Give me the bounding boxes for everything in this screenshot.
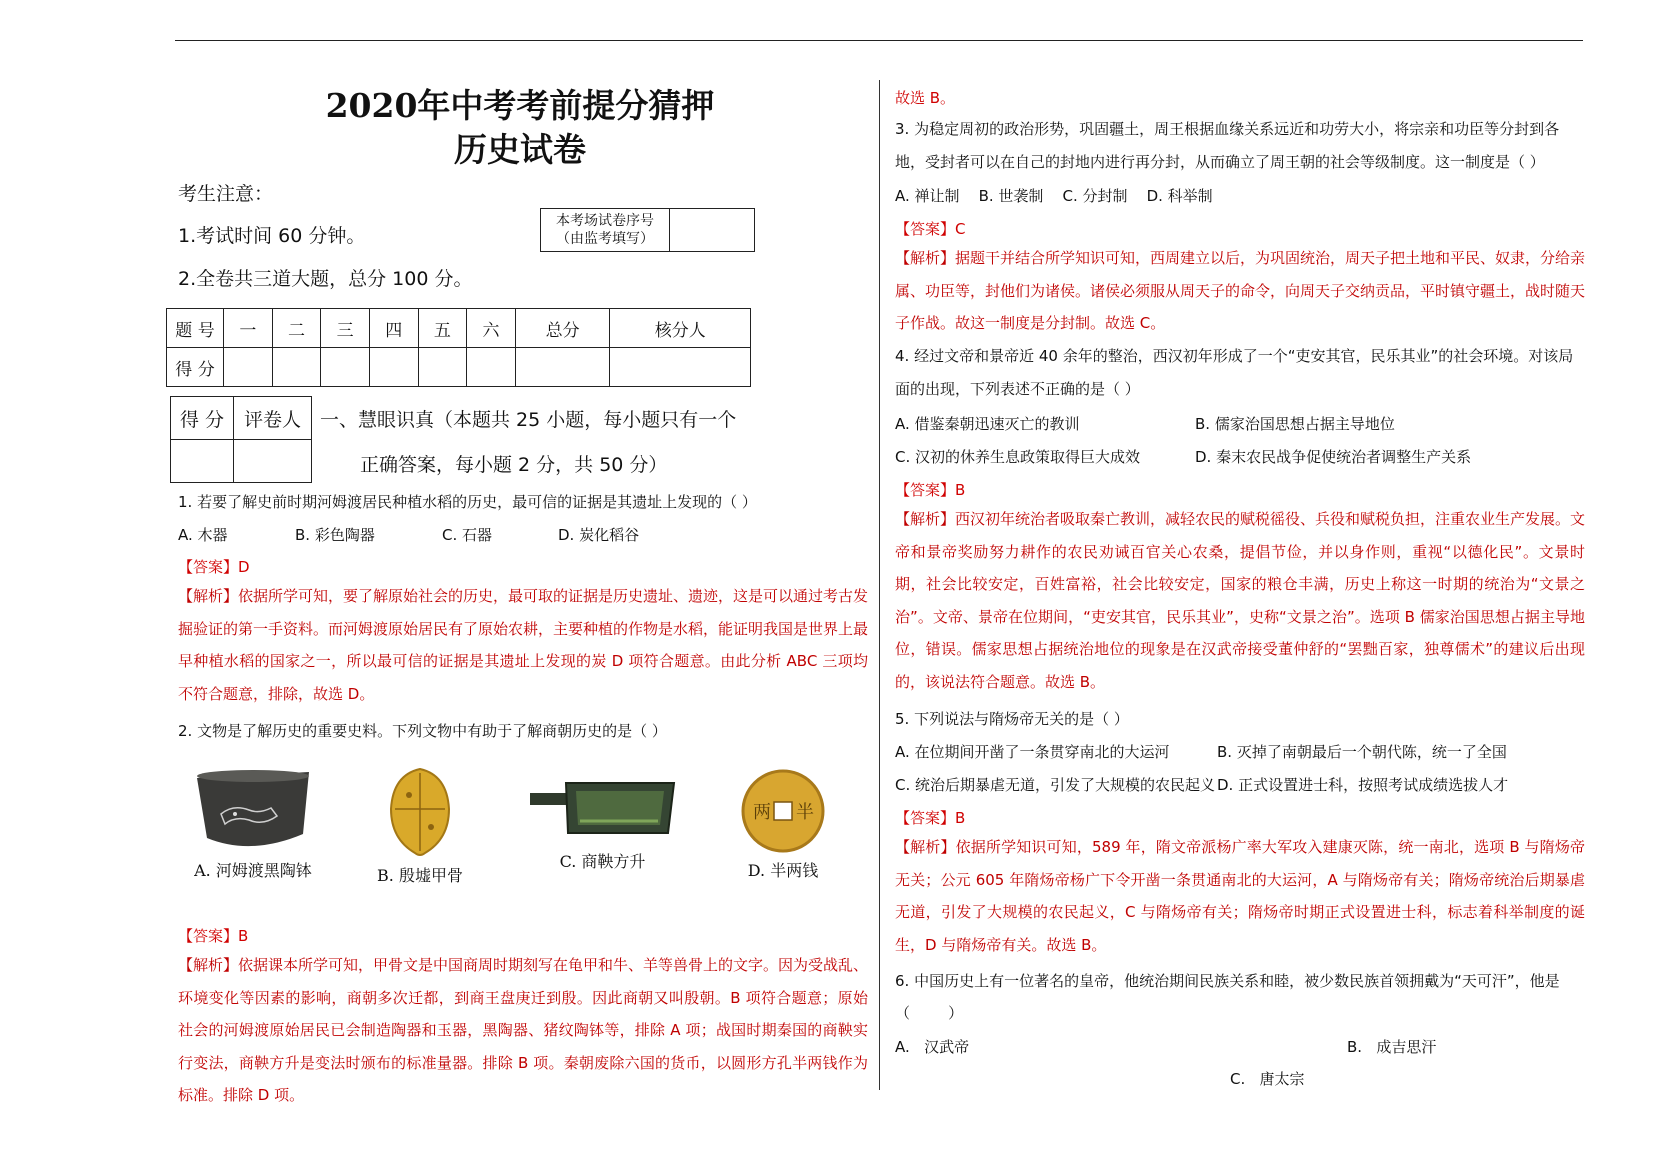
score-header: 一 — [224, 309, 273, 348]
section-title-cont: 正确答案，每小题 2 分，共 50 分） — [360, 454, 668, 476]
score-header: 五 — [418, 309, 467, 348]
section-score-cell[interactable] — [171, 440, 234, 483]
q1-option-a: A. 木器 — [178, 526, 228, 544]
q5-option-a: A. 在位期间开凿了一条贯穿南北的大运河 — [895, 743, 1170, 761]
score-table — [166, 308, 751, 387]
score-header: 二 — [272, 309, 321, 348]
q5-option-c: C. 统治后期暴虐无道，引发了大规模的农民起义 — [895, 776, 1216, 794]
q5-option-d: D. 正式设置进士科，按照考试成绩选拔人才 — [1217, 776, 1509, 794]
q3-answer: 【答案】C — [895, 220, 966, 238]
q4-answer: 【答案】B — [895, 481, 966, 499]
q4-option-b: B. 儒家治国思想占据主导地位 — [1195, 415, 1395, 433]
q3-analysis: 【解析】据题干并结合所学知识可知，西周建立以后，为巩固统治，周天子把土地和平民、奴隶，分给亲属、功臣等，封他们为诸侯。诸侯必须服从周天子的命令，向周天子交纳贡品，平时镇守疆土，战时随天子作战。故这一制度是分封制。故选 C。 — [895, 249, 1586, 333]
q4-option-a: A. 借鉴秦朝迅速灭亡的教训 — [895, 415, 1080, 433]
score-header: 六 — [467, 309, 516, 348]
serial-label: 本考场试卷序号 — [556, 213, 654, 229]
q6-option-b: B. 成吉思汗 — [1347, 1038, 1437, 1056]
artifact-d-caption: D. 半两钱 — [747, 861, 819, 880]
pottery-bowl-icon — [191, 768, 315, 854]
section-score-label: 得 分 — [171, 397, 234, 440]
q1-stem: 1. 若要了解史前时期河姆渡居民种植水稻的历史，最可信的证据是其遗址上发现的（ ） — [178, 493, 757, 511]
q1-analysis: 【解析】依据所学可知，要了解原始社会的历史，最可取的证据是历史遗址、遗迹，这是可以通过考古发掘验证的第一手资料。而河姆渡原始居民有了原始农耕，主要种植的作物是水稻，能证明我国是世界上最早种植水稻的国家之一，所以最可信的证据是其遗址上发现的炭 D 项符合题意。由此分析 ABC 三项均不符合题意，排除，故选 D。 — [178, 587, 869, 703]
notice-item-2: 2.全卷共三道大题，总分 100 分。 — [178, 268, 473, 290]
q1-option-b: B. 彩色陶器 — [295, 526, 375, 544]
q1-answer: 【答案】D — [178, 558, 250, 576]
notice-heading: 考生注意： — [178, 183, 274, 205]
artifact-a-caption: A. 河姆渡黑陶钵 — [194, 861, 312, 880]
row-label-score: 得 分 — [167, 348, 224, 387]
q6-paren: （ ） — [895, 1004, 964, 1022]
score-header: 核分人 — [610, 309, 751, 348]
q5-option-b: B. 灭掉了南朝最后一个朝代陈，统一了全国 — [1217, 743, 1507, 761]
q5-analysis: 【解析】依据所学知识可知，589 年，隋文帝派杨广率大军攻入建康灭陈，统一南北，选项 B 与隋炀帝无关；公元 605 年隋炀帝杨广下令开凿一条贯通南北的大运河，A 与隋炀帝有关；隋炀帝统治后期暴虐无道，引发了大规模的农民起义，C 与隋炀帝有关；隋炀帝时期正式设置进士科，标志着科举制度的诞生，D 与隋炀帝有关。故选 B。 — [895, 838, 1585, 954]
artifact-c — [525, 775, 680, 872]
section-grading-box — [170, 396, 312, 483]
top-rule — [175, 40, 1583, 41]
section-grader-label: 评卷人 — [234, 397, 312, 440]
section-grader-cell[interactable] — [234, 440, 312, 483]
q2-stem: 2. 文物是了解历史的重要史料。下列文物中有助于了解商朝历史的是（ ） — [178, 722, 667, 740]
q4-option-c: C. 汉初的休养生息政策取得巨大成效 — [895, 448, 1141, 466]
score-cell[interactable] — [272, 348, 321, 387]
score-cell[interactable] — [467, 348, 516, 387]
q1-option-c: C. 石器 — [442, 526, 493, 544]
score-cell[interactable] — [321, 348, 370, 387]
exam-subtitle: 历史试卷 — [454, 130, 586, 169]
serial-number-box — [540, 208, 755, 252]
prev-answer-tail: 故选 B。 — [895, 89, 956, 107]
artifact-b — [355, 765, 485, 886]
score-cell[interactable] — [610, 348, 751, 387]
artifact-c-caption: C. 商鞅方升 — [559, 852, 646, 871]
q4-stem: 4. 经过文帝和景帝近 40 余年的整治，西汉初年形成了一个“吏安其官，民乐其业”的社会环境。对该局面的出现，下列表述不正确的是（ ） — [895, 347, 1574, 398]
score-cell[interactable] — [418, 348, 467, 387]
q1-option-d: D. 炭化稻谷 — [558, 526, 640, 544]
score-header: 四 — [369, 309, 418, 348]
score-cell[interactable] — [369, 348, 418, 387]
oracle-bone-icon — [385, 765, 455, 859]
q6-option-a: A. 汉武帝 — [895, 1038, 970, 1056]
q5-answer: 【答案】B — [895, 809, 966, 827]
artifact-a — [188, 768, 318, 881]
q2-answer: 【答案】B — [178, 927, 249, 945]
q4-analysis: 【解析】西汉初年统治者吸取秦亡教训，减轻农民的赋税徭役、兵役和赋税负担，注重农业生产发展。文帝和景帝奖励努力耕作的农民劝诫百官关心农桑，提倡节俭，并以身作则，重视“以德化民”。文景时期，社会比较安定，百姓富裕，社会比较安定，国家的粮仓丰满，历史上称这一时期的统治为“文景之治”。文帝、景帝在位期间，“吏安其官，民乐其业”，史称“文景之治”。选项 B 儒家治国思想占据主导地位，错误。儒家思想占据统治地位的现象是在汉武帝接受董仲舒的“罢黜百家，独尊儒术”的建议后出现的，该说法符合题意。故选 B。 — [895, 510, 1586, 691]
bronze-measure-icon — [528, 775, 678, 845]
section-title: 一、慧眼识真（本题共 25 小题，每小题只有一个 — [320, 409, 737, 431]
score-header: 总分 — [515, 309, 610, 348]
coin-icon — [739, 768, 827, 854]
q2-analysis: 【解析】依据课本所学可知，甲骨文是中国商周时期刻写在龟甲和牛、羊等兽骨上的文字。因为受战乱、环境变化等因素的影响，商朝多次迁都，到商王盘庚迁到殷。因此商朝又叫殷朝。B 项符合题意；原始社会的河姆渡原始居民已会制造陶器和玉器，黑陶器、猪纹陶钵等，排除 A 项；战国时期秦国的商鞅实行变法，商鞅方升是变法时颁布的标准量器。排除 B 项。秦朝废除六国的货币，以圆形方孔半两钱作为标准。排除 D 项。 — [178, 956, 869, 1105]
exam-title: 2020年中考考前提分猜押 — [325, 86, 715, 125]
q6-stem: 6. 中国历史上有一位著名的皇帝，他统治期间民族关系和睦，被少数民族首领拥戴为“天可汗”，他是 — [895, 972, 1560, 990]
artifact-b-caption: B. 殷墟甲骨 — [377, 866, 463, 885]
q5-stem: 5. 下列说法与隋炀帝无关的是（ ） — [895, 710, 1129, 728]
score-header: 三 — [321, 309, 370, 348]
q4-option-d: D. 秦末农民战争促使统治者调整生产关系 — [1195, 448, 1472, 466]
column-divider — [879, 80, 880, 1090]
q6-option-c: C. 唐太宗 — [1230, 1070, 1305, 1088]
q3-stem: 3. 为稳定周初的政治形势，巩固疆土，周王根据血缘关系远近和功劳大小，将宗亲和功臣等分封到各地，受封者可以在自己的封地内进行再分封，从而确立了周王朝的社会等级制度。这一制度是（ ） — [895, 120, 1560, 171]
row-label-question-number: 题 号 — [167, 309, 224, 348]
coin-char-left: 两 — [753, 802, 771, 823]
score-cell[interactable] — [224, 348, 273, 387]
serial-note: （由监考填写） — [556, 231, 654, 247]
artifact-d — [733, 768, 833, 881]
q3-options: A. 禅让制 B. 世袭制 C. 分封制 D. 科举制 — [895, 187, 1213, 205]
notice-item-1: 1.考试时间 60 分钟。 — [178, 225, 366, 247]
score-cell[interactable] — [515, 348, 610, 387]
coin-char-right: 半 — [796, 802, 814, 823]
serial-input[interactable] — [670, 209, 755, 252]
